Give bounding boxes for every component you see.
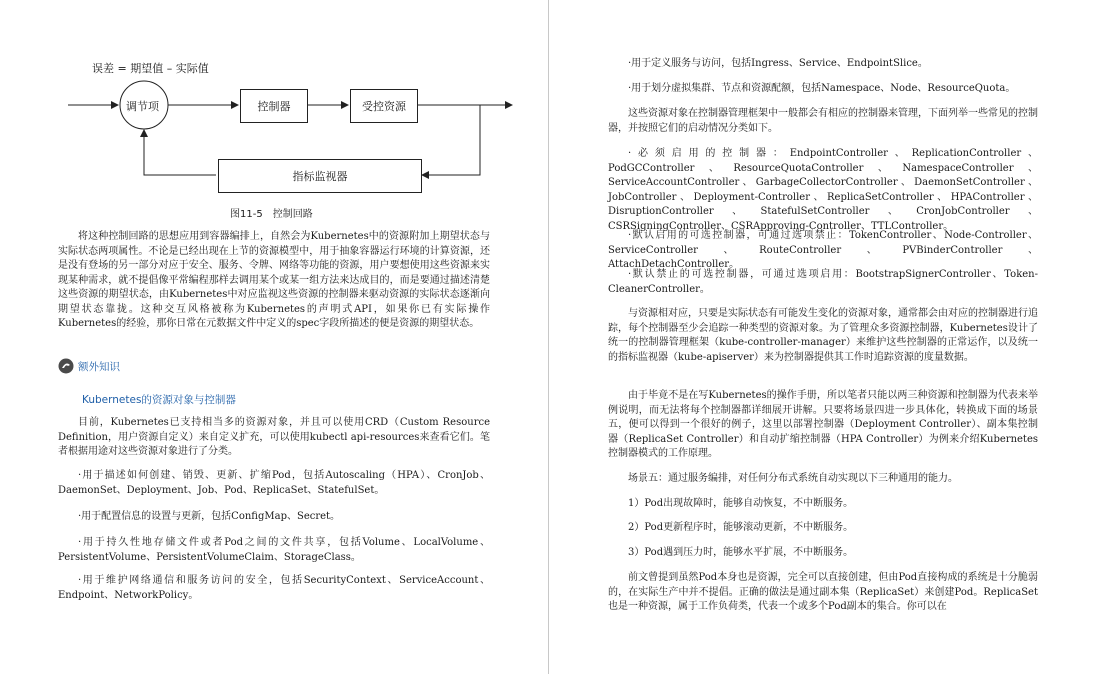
controller-node-label: 控制器 bbox=[257, 100, 291, 113]
bullet-namespace: ·用于划分虚拟集群、节点和资源配额，包括Namespace、Node、ResourceQuota。 bbox=[628, 83, 1016, 94]
ability-scale: 3）Pod遇到压力时，能够水平扩展，不中断服务。 bbox=[628, 547, 854, 558]
figure-caption: 图11-5 控制回路 bbox=[230, 209, 313, 220]
controller-node bbox=[240, 89, 308, 123]
controlled-resource-node bbox=[350, 89, 418, 123]
monitor-node-label: 指标监视器 bbox=[292, 170, 348, 183]
controllers-required: ·必须启用的控制器：EndpointController、ReplicationController、PodGCController、ResourceQuotaController、NamespaceController、ServiceAccountController、GarbageCollectorController、DaemonSetController、JobController、Deployment-Controller、ReplicaSetController、HPAController、DisruptionController、StatefulSetController、CronJobController、CSRSigningController、CSRApproving-Controller、TTLController。 bbox=[608, 148, 1038, 232]
controlled-resource-label: 受控资源 bbox=[362, 100, 406, 113]
paragraph-declarative: 将这种控制回路的思想应用到容器编排上，自然会为Kubernetes中的资源附加上期望状态与实际状态两项属性。不论是已经出现在上节的资源模型中，用于抽象容器运行环境的计算资源，还是没有登场的另一部分对应于安全、服务、令牌、网络等功能的资源，用户要想使用这些资源来实现某种需求，就不提倡像平常编程那样去调用某个或某一组方法来达成目的，而是要通过描述清楚这些资源的期望状态，由Kubernetes中对应监视这些资源的控制器来驱动资源的实际状态逐渐向期望状态靠拢。这种交互风格被称为Kubernetes的声明式API，如果你已有实际操作Kubernetes的经验，那你日常在元数据文件中定义的spec字段所描述的便是资源的期望状态。 bbox=[58, 231, 490, 329]
bullet-workload: ·用于描述如何创建、销毁、更新、扩缩Pod，包括Autoscaling（HPA）、CronJob、DaemonSet、Deployment、Job、Pod、ReplicaSet、StatefulSet。 bbox=[58, 470, 490, 496]
controllers-default-enabled: ·默认启用的可选控制器，可通过选项禁止：TokenController、Node-Controller、ServiceController、RouteController、PVBinderController、AttachDetachController。 bbox=[608, 230, 1038, 270]
bullet-config: ·用于配置信息的设置与更新，包括ConfigMap、Secret。 bbox=[78, 511, 341, 522]
control-loop-diagram bbox=[60, 52, 520, 202]
note-icon bbox=[58, 358, 74, 374]
right-page bbox=[550, 0, 1099, 674]
note-title: 额外知识 bbox=[78, 360, 120, 373]
regulator-node: 调节项 bbox=[126, 100, 159, 113]
error-formula: 误差 = 期望值 – 实际值 bbox=[92, 62, 209, 75]
ability-recover: 1）Pod出现故障时，能够自动恢复，不中断服务。 bbox=[628, 498, 854, 509]
note-heading bbox=[58, 358, 120, 374]
controllers-intro: 这些资源对象在控制器管理框架中一般都会有相应的控制器来管理，下面列举一些常见的控制器，并按照它们的启动情况分类如下。 bbox=[608, 108, 1038, 134]
paragraph-replicaset: 前文曾提到虽然Pod本身也是资源，完全可以直接创建，但由Pod直接构成的系统是十分脆弱的，在实际生产中并不提倡。正确的做法是通过副本集（ReplicaSet）来创建Pod。ReplicaSet也是一种资源，属于工作负荷类，代表一个或多个Pod副本的集合。你可以在 bbox=[608, 572, 1038, 612]
scenario-five: 场景五：通过服务编排，对任何分布式系统自动实现以下三种通用的能力。 bbox=[628, 473, 958, 484]
note-subtitle: Kubernetes的资源对象与控制器 bbox=[82, 394, 236, 406]
bullet-service: ·用于定义服务与访问，包括Ingress、Service、EndpointSlice。 bbox=[628, 58, 928, 69]
page-gutter bbox=[548, 0, 549, 674]
paragraph-resource-tracking: 与资源相对应，只要是实际状态有可能发生变化的资源对象，通常都会由对应的控制器进行追踪，每个控制器至少会追踪一种类型的资源对象。为了管理众多资源控制器，Kubernetes设计了统一的控制器管理框架（kube-controller-manager）来维护这些控制器的正常运作，以及统一的指标监视器（kube-apiserver）来为控制器提供其工作时追踪资源的度量数据。 bbox=[608, 308, 1038, 363]
left-page bbox=[0, 0, 548, 674]
note-intro: 目前，Kubernetes已支持相当多的资源对象，并且可以使用CRD（Custom Resource Definition，用户资源自定义）来自定义扩充，可以使用kubectl api-resources来查看它们。笔者根据用途对这些资源对象进行了分类。 bbox=[58, 417, 490, 457]
monitor-node bbox=[218, 159, 422, 193]
bullet-security: ·用于维护网络通信和服务访问的安全，包括SecurityContext、ServiceAccount、Endpoint、NetworkPolicy。 bbox=[58, 575, 490, 601]
bullet-storage: ·用于持久性地存储文件或者Pod之间的文件共享，包括Volume、LocalVolume、PersistentVolume、PersistentVolumeClaim、StorageClass。 bbox=[58, 537, 490, 563]
paragraph-book-scope: 由于毕竟不是在写Kubernetes的操作手册，所以笔者只能以两三种资源和控制器为代表来举例说明，而无法将每个控制器都详细展开讲解。只要将场景四进一步具体化，转换成下面的场景五，便可以得到一个很好的例子，这里以部署控制器（Deployment Controller）、副本集控制器（ReplicaSet Controller）和自动扩缩控制器（HPA Controller）为例来介绍Kubernetes控制器模式的工作原理。 bbox=[608, 390, 1038, 459]
controllers-default-disabled: ·默认禁止的可选控制器，可通过选项启用：BootstrapSignerController、Token-CleanerController。 bbox=[608, 269, 1038, 295]
ability-rolling-update: 2）Pod更新程序时，能够滚动更新，不中断服务。 bbox=[628, 522, 854, 533]
